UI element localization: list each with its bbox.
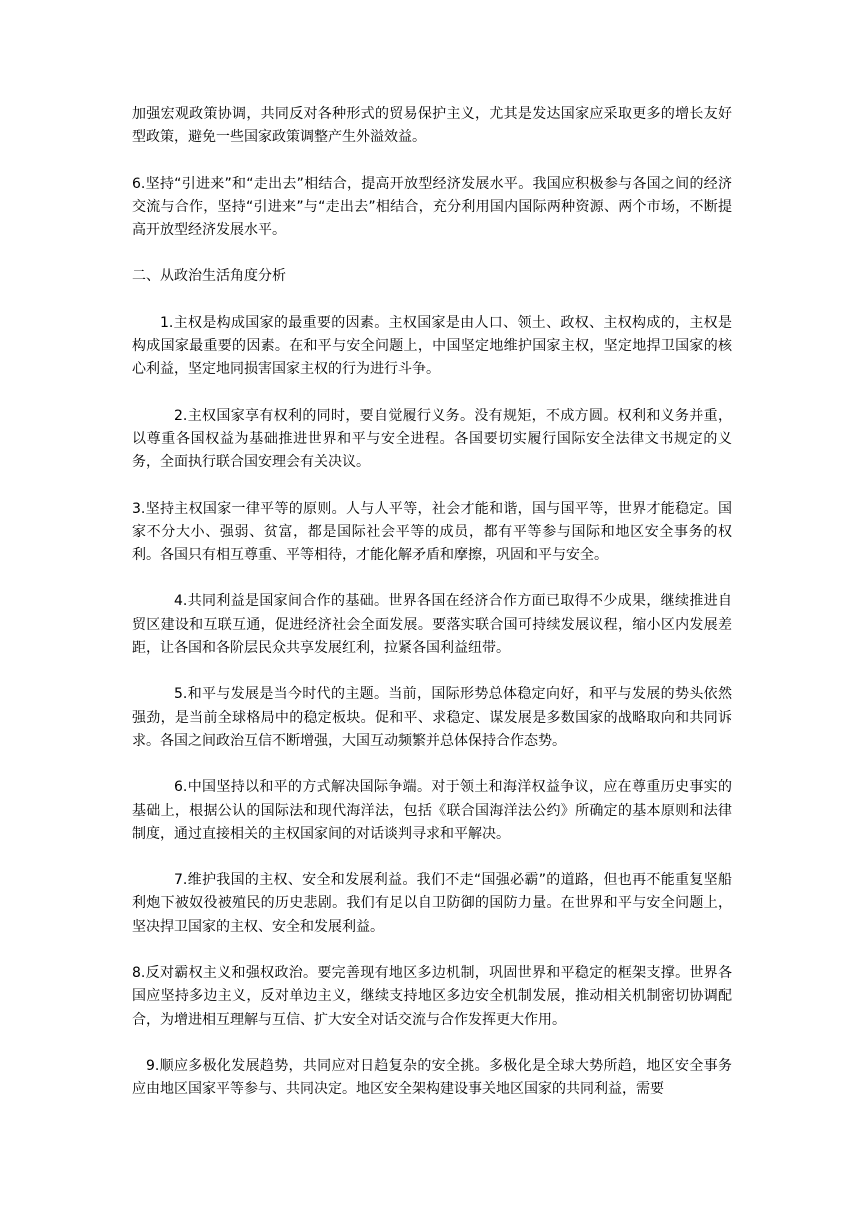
paragraph-politics-8: 8.反对霸权主义和强权政治。要完善现有地区多边机制，巩固世界和平稳定的框架支撑。世界各国应坚持多边主义，反对单边主义，继续支持地区多边安全机制发展，推动相关机制密切协调配合，为增进相互理解与互信、扩大安全对话交流与合作发挥更大作用。 (132, 965, 732, 1028)
paragraph-econ-6: 6.坚持“引进来”和“走出去”相结合，提高开放型经济发展水平。我国应积极参与各国之间的经济交流与合作，坚持“引进来”与“走出去”相结合，充分利用国内国际两种资源、两个市场，不断提高开放型经济发展水平。 (132, 175, 732, 239)
paragraph-politics-2: 2.主权国家享有权利的同时，要自觉履行义务。没有规矩，不成方圆。权利和义务并重，以尊重各国权益为基础推进世界和平与安全进程。各国要切实履行国际安全法律文书规定的义务，全面执行联合国安理会有关决议。 (132, 407, 732, 471)
paragraph-politics-9: 9.顺应多极化发展趋势，共同应对日趋复杂的安全挑。多极化是全球大势所趋，地区安全事务应由地区国家平等参与、共同决定。地区安全架构建设事关地区国家的共同利益，需要 (132, 1057, 732, 1098)
paragraph-politics-4: 4.共同利益是国家间合作的基础。世界各国在经济合作方面已取得不少成果，继续推进自贸区建设和互联互通，促进经济社会全面发展。要落实联合国可持续发展议程，缩小区内发展差距，让各国和各阶层民众共享发展红利，拉紧各国利益纽带。 (132, 593, 732, 657)
section-heading-politics: 二、从政治生活角度分析 (132, 268, 286, 285)
paragraph-intro: 加强宏观政策协调，共同反对各种形式的贸易保护主义，尤其是发达国家应采取更多的增长友好型政策，避免一些国家政策调整产生外溢效益。 (132, 106, 732, 146)
paragraph-politics-5: 5.和平与发展是当今时代的主题。当前，国际形势总体稳定向好，和平与发展的势头依然强劲，是当前全球格局中的稳定板块。促和平、求稳定、谋发展是多数国家的战略取向和共同诉求。各国之间政治互信不断增强，大国互动频繁并总体保持合作态势。 (132, 686, 732, 749)
paragraph-politics-3: 3.坚持主权国家一律平等的原则。人与人平等，社会才能和谐，国与国平等，世界才能稳定。国家不分大小、强弱、贫富，都是国际社会平等的成员，都有平等参与国际和地区安全事务的权利。各国只有相互尊重、平等相待，才能化解矛盾和摩擦，巩固和平与安全。 (132, 500, 732, 564)
paragraph-politics-6: 6.中国坚持以和平的方式解决国际争端。对于领土和海洋权益争议，应在尊重历史事实的基础上，根据公认的国际法和现代海洋法，包括《联合国海洋法公约》所确定的基本原则和法律制度，通过直接相关的主权国家间的对话谈判寻求和平解决。 (132, 779, 732, 842)
paragraph-politics-7: 7.维护我国的主权、安全和发展利益。我们不走“国强必霸”的道路，但也再不能重复坚船利炮下被奴役被殖民的历史悲剧。我们有足以自卫防御的国防力量。在世界和平与安全问题上，坚决捍卫国家的主权、安全和发展利益。 (132, 872, 732, 935)
document-body (132, 103, 732, 1125)
paragraph-politics-1: 1.主权是构成国家的最重要的因素。主权国家是由人口、领土、政权、主权构成的，主权是构成国家最重要的因素。在和平与安全问题上，中国坚定地维护国家主权，坚定地捍卫国家的核心利益，坚定地同损害国家主权的行为进行斗争。 (132, 314, 732, 378)
